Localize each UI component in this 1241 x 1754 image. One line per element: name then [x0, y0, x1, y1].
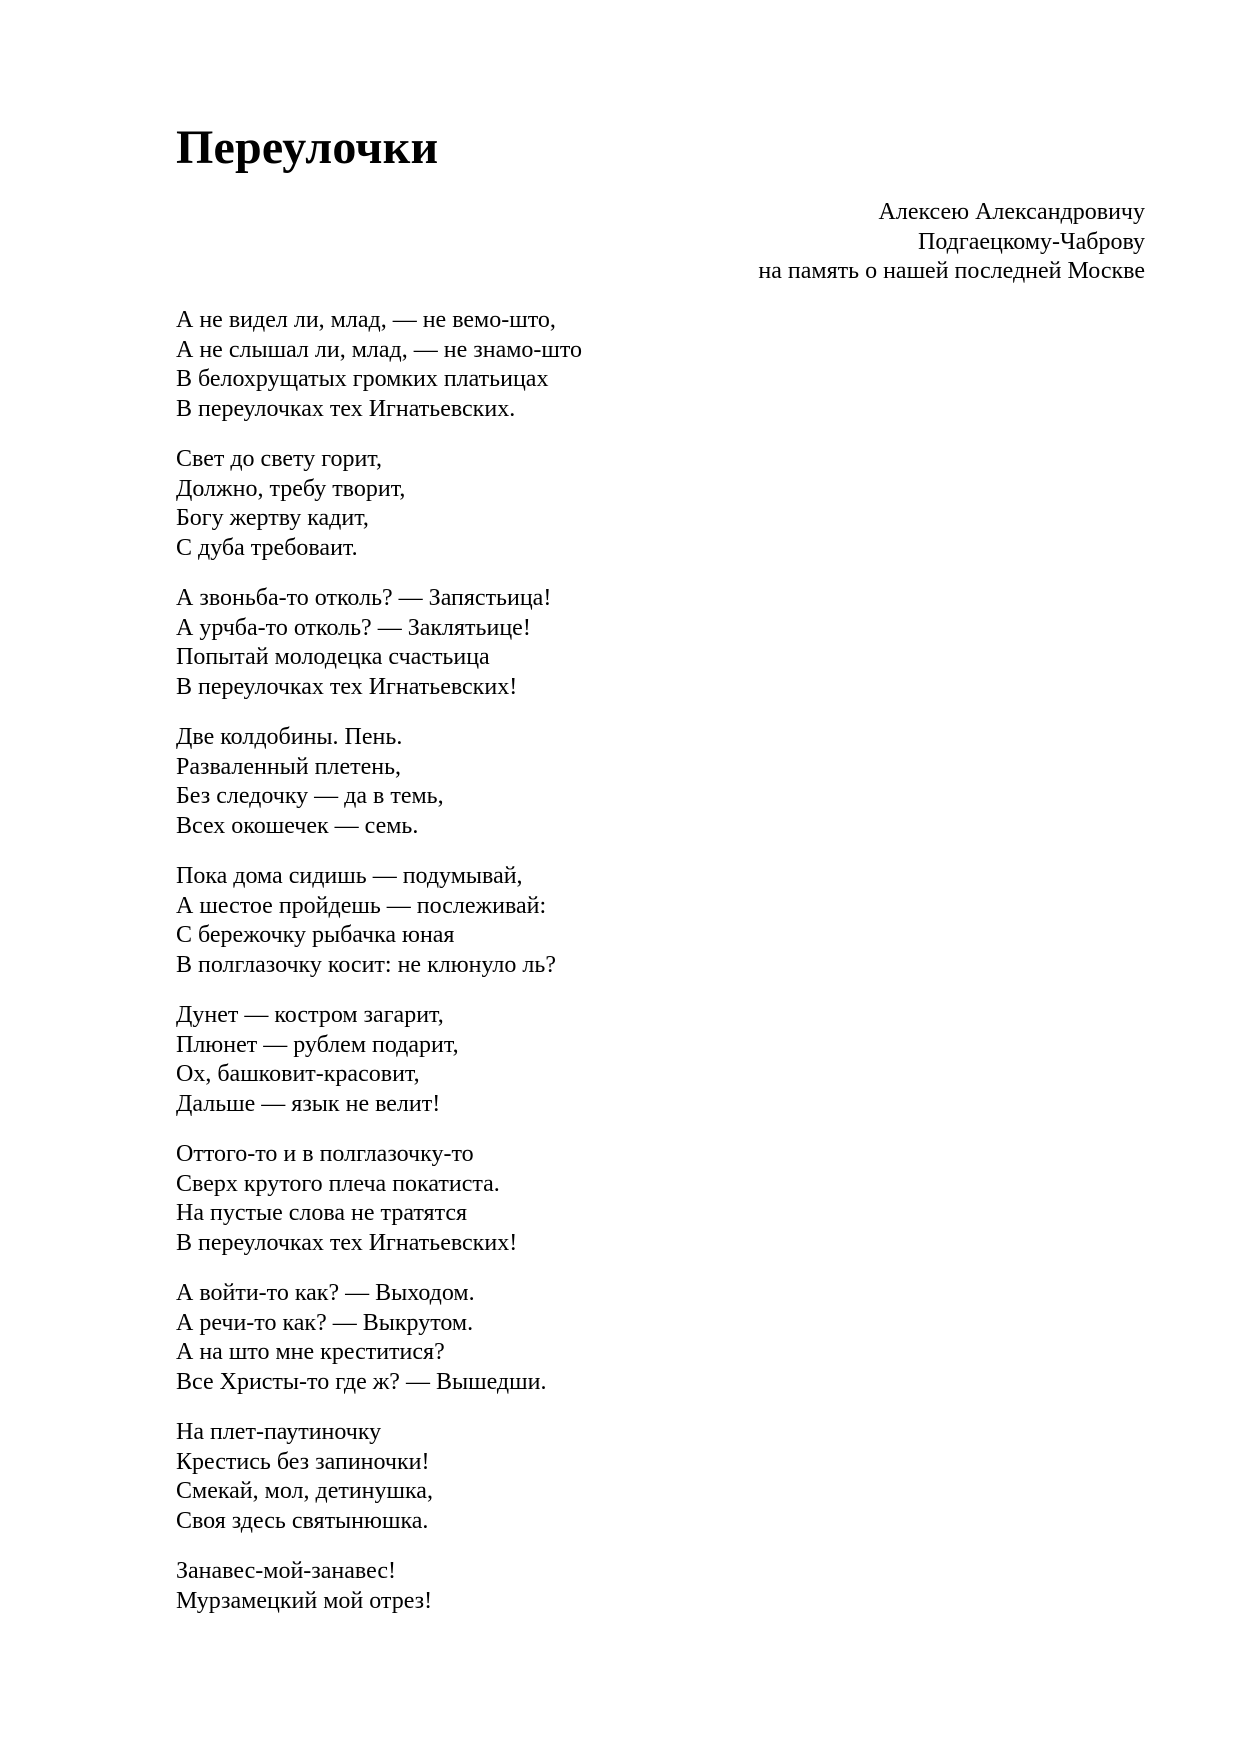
- verse-line: Крестись без запиночки!: [176, 1448, 430, 1475]
- verse-line: Дальше — язык не велит!: [176, 1090, 441, 1117]
- verse-line: Разваленный плетень,: [176, 753, 402, 780]
- stanza: [176, 584, 1076, 702]
- stanza: [176, 1001, 1076, 1119]
- verse-line: Смекай, мол, детинушка,: [176, 1478, 433, 1504]
- stanza: [176, 862, 1076, 980]
- verse-line: Пока дома сидишь — подумывай,: [176, 863, 523, 889]
- stanza: [176, 306, 1076, 424]
- verse-line: А звоньба-то отколь? — Запястьица!: [176, 585, 552, 611]
- poem-title: Переулочки: [176, 121, 439, 174]
- verse-line: Дунет — костром загарит,: [176, 1002, 444, 1028]
- verse-line: Попытай молодецка счастьица: [176, 644, 490, 670]
- verse-line: А урчба-то отколь? — Заклятьице!: [176, 614, 531, 641]
- verse-line: Сверх крутого плеча покатиста.: [176, 1170, 500, 1197]
- stanza: [176, 1557, 1076, 1616]
- verse-line: На плет-паутиночку: [176, 1419, 382, 1445]
- verse-line: Свет до свету горит,: [176, 446, 382, 472]
- verse-line: Всех окошечек — семь.: [176, 812, 419, 839]
- dedication-line: Алексею Александровичу: [878, 199, 1145, 225]
- verse-line: В переулочках тех Игнатьевских!: [176, 673, 518, 700]
- verse-line: Две колдобины. Пень.: [176, 724, 403, 750]
- verse-line: Мурзамецкий мой отрез!: [176, 1587, 433, 1614]
- verse-line: Богу жертву кадит,: [176, 505, 369, 531]
- verse-line: Занавес-мой-занавес!: [176, 1558, 396, 1584]
- verse-line: В белохрущатых громких платьицах: [176, 366, 549, 392]
- verse-line: А на што мне креститися?: [176, 1339, 445, 1365]
- verse-line: Без следочку — да в темь,: [176, 783, 444, 809]
- verse-line: А не видел ли, млад, — не вемо-што,: [176, 307, 556, 333]
- poem-body: [176, 306, 1076, 1637]
- verse-line: А войти-то как? — Выходом.: [176, 1280, 475, 1306]
- stanza: [176, 1279, 1076, 1397]
- verse-line: Ох, башковит-красовит,: [176, 1061, 420, 1087]
- verse-line: С бережочку рыбачка юная: [176, 922, 455, 948]
- verse-line: В переулочках тех Игнатьевских!: [176, 1229, 518, 1256]
- verse-line: На пустые слова не тратятся: [176, 1200, 468, 1226]
- dedication: [585, 198, 1145, 287]
- stanza: [176, 445, 1076, 563]
- verse-line: В переулочках тех Игнатьевских.: [176, 395, 516, 422]
- verse-line: Плюнет — рублем подарит,: [176, 1031, 459, 1058]
- verse-line: Все Христы-то где ж? — Вышедши.: [176, 1368, 547, 1395]
- verse-line: В полглазочку косит: не клюнуло ль?: [176, 951, 556, 978]
- verse-line: С дуба требоваит.: [176, 534, 358, 561]
- verse-line: А шестое пройдешь — послеживай:: [176, 892, 547, 919]
- verse-line: А не слышал ли, млад, — не знамо-што: [176, 336, 583, 363]
- dedication-line: Подгаецкому-Чаброву: [918, 228, 1145, 255]
- stanza: [176, 1140, 1076, 1258]
- verse-line: Должно, требу творит,: [176, 475, 406, 502]
- verse-line: Оттого-то и в полглазочку-то: [176, 1141, 474, 1167]
- stanza: [176, 1418, 1076, 1536]
- stanza: [176, 723, 1076, 841]
- verse-line: Своя здесь святынюшка.: [176, 1507, 429, 1534]
- verse-line: А речи-то как? — Выкрутом.: [176, 1309, 474, 1336]
- dedication-line: на память о нашей последней Москве: [758, 258, 1145, 284]
